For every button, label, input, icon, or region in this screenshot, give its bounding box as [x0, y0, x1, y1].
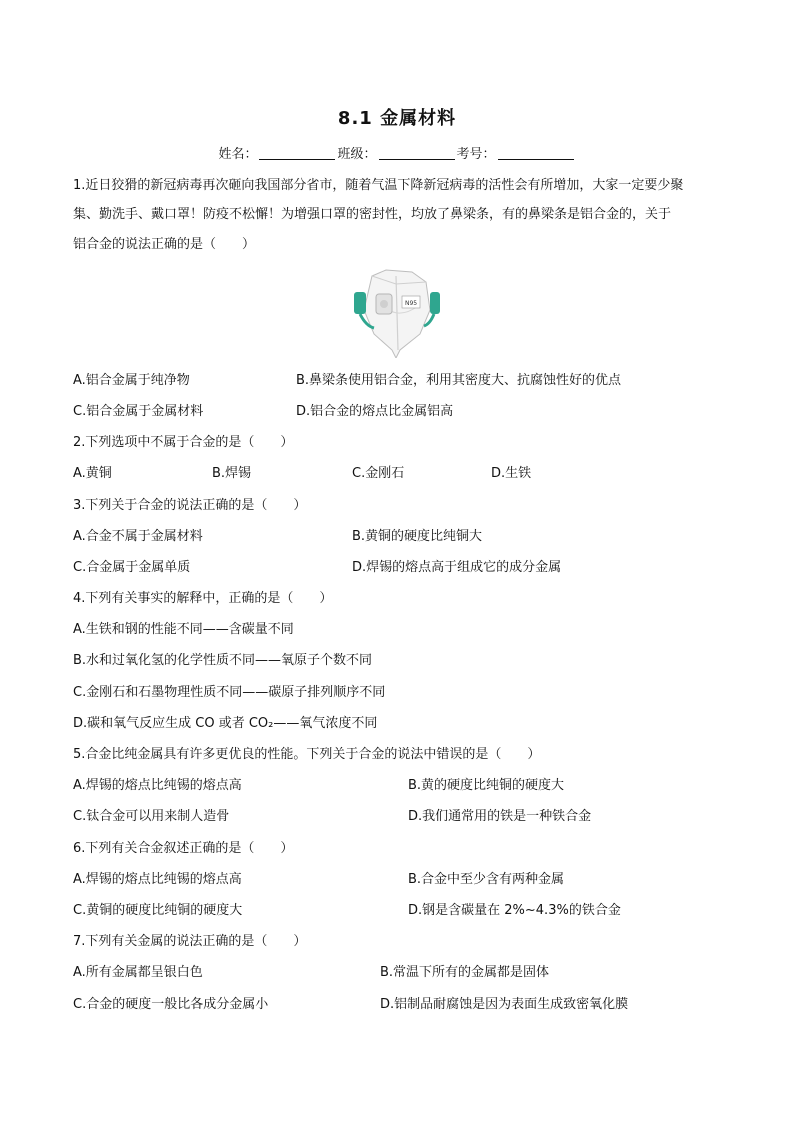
- q2-option-a: A.黄铜: [73, 466, 112, 481]
- q2-stem: 2.下列选项中不属于合金的是（ ）: [73, 435, 294, 450]
- q1-option-c: C.铝合金属于金属材料: [73, 404, 204, 419]
- q5-stem: 5.合金比纯金属具有许多更优良的性能。下列关于合金的说法中错误的是（ ）: [73, 747, 541, 762]
- q2-option-c: C.金刚石: [352, 466, 405, 481]
- q6-option-d: D.钢是含碳量在 2%~4.3%的铁合金: [408, 903, 621, 918]
- q5-option-a: A.焊锡的熔点比纯锡的熔点高: [73, 778, 242, 793]
- q1-stem-line-2: 集、勤洗手、戴口罩！防疫不松懈！为增强口罩的密封性，均放了鼻梁条，有的鼻梁条是铝合金的，关于: [73, 207, 672, 222]
- exam-number-blank[interactable]: [498, 145, 574, 160]
- q1-option-b: B.鼻梁条使用铝合金，利用其密度大、抗腐蚀性好的优点: [296, 373, 622, 388]
- q3-stem: 3.下列关于合金的说法正确的是（ ）: [73, 498, 307, 513]
- q6-stem: 6.下列有关合金叙述正确的是（ ）: [73, 841, 294, 856]
- page-title: 8.1 金属材料: [337, 108, 457, 129]
- q7-option-d: D.铝制品耐腐蚀是因为表面生成致密氧化膜: [380, 997, 629, 1012]
- q5-option-d: D.我们通常用的铁是一种铁合金: [408, 809, 592, 824]
- student-info-line: [0, 143, 794, 162]
- q5-option-c: C.钛合金可以用来制人造骨: [73, 809, 230, 824]
- q1-option-d: D.铝合金的熔点比金属铝高: [296, 404, 454, 419]
- q4-stem: 4.下列有关事实的解释中，正确的是（ ）: [73, 591, 333, 606]
- q7-option-c: C.合金的硬度一般比各成分金属小: [73, 997, 269, 1012]
- class-label: 班级：: [337, 147, 377, 162]
- q6-option-a: A.焊锡的熔点比纯锡的熔点高: [73, 872, 242, 887]
- q3-option-d: D.焊锡的熔点高于组成它的成分金属: [352, 560, 562, 575]
- q1-stem-line-3: 铝合金的说法正确的是（ ）: [73, 237, 256, 252]
- q7-option-a: A.所有金属都呈银白色: [73, 965, 203, 980]
- q6-option-b: B.合金中至少含有两种金属: [408, 872, 565, 887]
- q3-option-c: C.合金属于金属单质: [73, 560, 191, 575]
- q4-option-a: A.生铁和钢的性能不同——含碳量不同: [73, 622, 294, 637]
- q2-option-b: B.焊锡: [212, 466, 252, 481]
- q3-option-b: B.黄铜的硬度比纯铜大: [352, 529, 483, 544]
- q1-option-a: A.铝合金属于纯净物: [73, 373, 190, 388]
- q4-option-d: D.碳和氧气反应生成 CO 或者 CO₂——氧气浓度不同: [73, 716, 378, 731]
- exam-number-label: 考号：: [456, 147, 496, 162]
- class-blank[interactable]: [379, 145, 455, 160]
- q4-option-c: C.金刚石和石墨物理性质不同——碳原子排列顺序不同: [73, 685, 386, 700]
- q6-option-c: C.黄铜的硬度比纯铜的硬度大: [73, 903, 243, 918]
- q4-option-b: B.水和过氧化氢的化学性质不同——氧原子个数不同: [73, 653, 373, 668]
- face-mask-image: [350, 262, 444, 358]
- q3-option-a: A.合金不属于金属材料: [73, 529, 203, 544]
- q1-stem-line-1: 1.近日狡猾的新冠病毒再次砸向我国部分省市，随着气温下降新冠病毒的活性会有所增加，大家一定要少聚: [73, 178, 684, 193]
- q7-option-b: B.常温下所有的金属都是固体: [380, 965, 550, 980]
- name-label: 姓名：: [218, 147, 258, 162]
- mask-printed-text: N95: [405, 300, 418, 307]
- name-blank[interactable]: [259, 145, 335, 160]
- q7-stem: 7.下列有关金属的说法正确的是（ ）: [73, 934, 307, 949]
- q2-option-d: D.生铁: [491, 466, 532, 481]
- q5-option-b: B.黄的硬度比纯铜的硬度大: [408, 778, 565, 793]
